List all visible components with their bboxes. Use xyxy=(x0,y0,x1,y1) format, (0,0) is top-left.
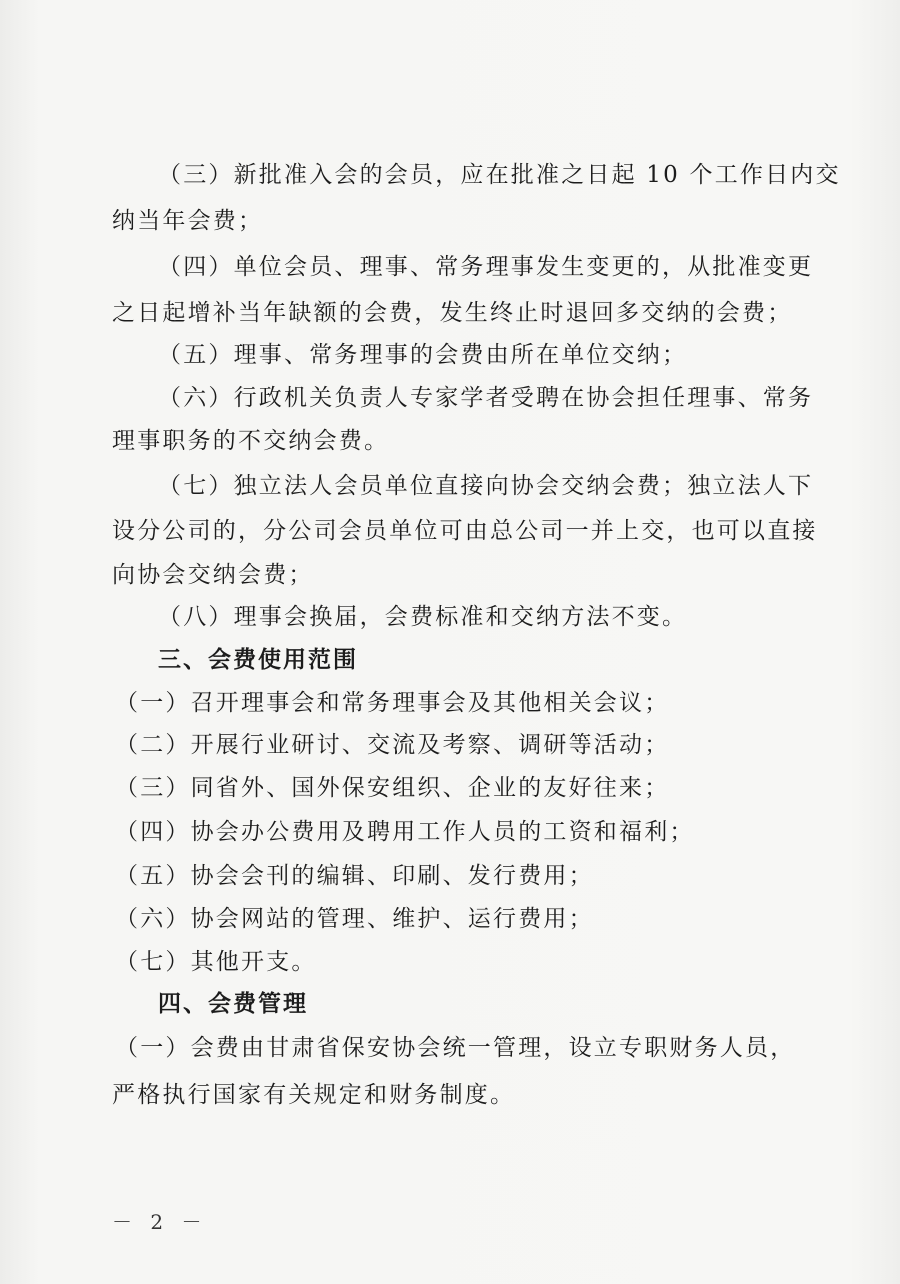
section-3-item-1: （一）召开理事会和常务理事会及其他相关会议； xyxy=(115,690,670,716)
section-4-item-1-line-1: （一）会费由甘肃省保安协会统一管理，设立专职财务人员， xyxy=(115,1035,796,1061)
item-4-line-1: （四）单位会员、理事、常务理事发生变更的，从批准变更 xyxy=(158,254,814,280)
item-7-line-2: 设分公司的，分公司会员单位可由总公司一并上交，也可以直接 xyxy=(112,518,818,544)
section-3-item-4: （四）协会办公费用及聘用工作人员的工资和福利； xyxy=(115,819,695,845)
item-6-line-2: 理事职务的不交纳会费。 xyxy=(112,428,390,454)
section-3-item-3: （三）同省外、国外保安组织、企业的友好往来； xyxy=(115,775,670,801)
item-3-line-1: （三）新批准入会的会员，应在批准之日起 10 个工作日内交 xyxy=(158,162,841,188)
item-7-line-3: 向协会交纳会费； xyxy=(112,562,314,588)
item-3-line-2: 纳当年会费； xyxy=(112,208,264,234)
section-3-heading: 三、会费使用范围 xyxy=(158,647,358,673)
section-4-item-1-line-2: 严格执行国家有关规定和财务制度。 xyxy=(112,1082,516,1108)
page-number: － 2 － xyxy=(112,1210,208,1234)
item-5-line-1: （五）理事、常务理事的会费由所在单位交纳； xyxy=(158,342,688,368)
section-3-item-5: （五）协会会刊的编辑、印刷、发行费用； xyxy=(115,863,594,889)
item-8-line-1: （八）理事会换届，会费标准和交纳方法不变。 xyxy=(158,604,688,630)
section-3-item-7: （七）其他开支。 xyxy=(115,949,317,975)
section-3-item-6: （六）协会网站的管理、维护、运行费用； xyxy=(115,906,594,932)
section-3-item-2: （二）开展行业研讨、交流及考察、调研等活动； xyxy=(115,732,670,758)
item-7-line-1: （七）独立法人会员单位直接向协会交纳会费；独立法人下 xyxy=(158,473,814,499)
section-4-heading: 四、会费管理 xyxy=(158,991,308,1017)
item-4-line-2: 之日起增补当年缺额的会费，发生终止时退回多交纳的会费； xyxy=(112,300,793,326)
item-6-line-1: （六）行政机关负责人专家学者受聘在协会担任理事、常务 xyxy=(158,385,814,411)
